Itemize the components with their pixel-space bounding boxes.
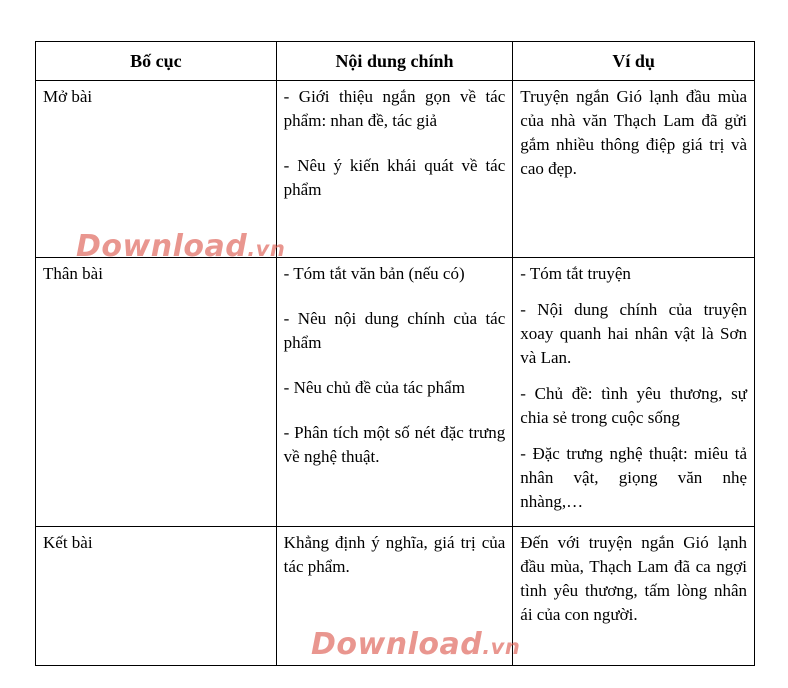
header-section: Bố cục [36,42,277,81]
header-row [36,42,755,81]
table-row [36,258,755,527]
example-item: - Nội dung chính của truyện xoay quanh hai nhân vật là Sơn và Lan. [520,300,747,367]
watermark-text: Download [76,229,248,264]
watermark-suffix: .vn [247,237,286,261]
content-cell [276,258,513,527]
example-item: Đến với truyện ngắn Gió lạnh đầu mùa, Thạch Lam đã ca ngợi tình yêu thương, tấm lòng nhân ái của con người. [520,533,747,624]
table-row [36,527,755,666]
section-cell [36,258,277,527]
content-cell [276,81,513,258]
example-item: - Chủ đề: tình yêu thương, sự chia sẻ trong cuộc sống [520,384,747,427]
header-content: Nội dung chính [276,42,513,81]
content-item: - Nêu nội dung chính của tác phẩm [283,309,506,352]
watermark-text: Download [311,627,483,662]
content-item: - Nêu chủ đề của tác phẩm [283,378,465,397]
content-item: - Phân tích một số nét đặc trưng về nghệ thuật. [283,423,506,466]
section-cell [36,81,277,258]
content-item: - Nêu ý kiến khái quát về tác phẩm [283,156,506,199]
example-cell [513,258,755,527]
content-item: - Giới thiệu ngắn gọn về tác phẩm: nhan đề, tác giả [283,87,506,130]
section-label: Mở bài [43,87,93,106]
example-item: - Đặc trưng nghệ thuật: miêu tả nhân vật, giọng văn nhẹ nhàng,… [520,444,747,511]
example-cell [513,527,755,666]
table-row [36,81,755,258]
content-item: - Tóm tắt văn bản (nếu có) [283,264,465,283]
section-cell [36,527,277,666]
section-label: Thân bài [43,264,103,283]
header-example: Ví dụ [513,42,755,81]
example-cell [513,81,755,258]
example-item: Truyện ngắn Gió lạnh đầu mùa của nhà văn Thạch Lam đã gửi gắm nhiều thông điệp giá trị và cao đẹp. [520,87,747,178]
example-item: - Tóm tắt truyện [520,264,631,283]
content-cell [276,527,513,666]
watermark-suffix: .vn [482,635,521,659]
section-label: Kết bài [43,533,93,552]
outline-table [35,41,755,666]
content-item: Khẳng định ý nghĩa, giá trị của tác phẩm. [283,533,506,576]
